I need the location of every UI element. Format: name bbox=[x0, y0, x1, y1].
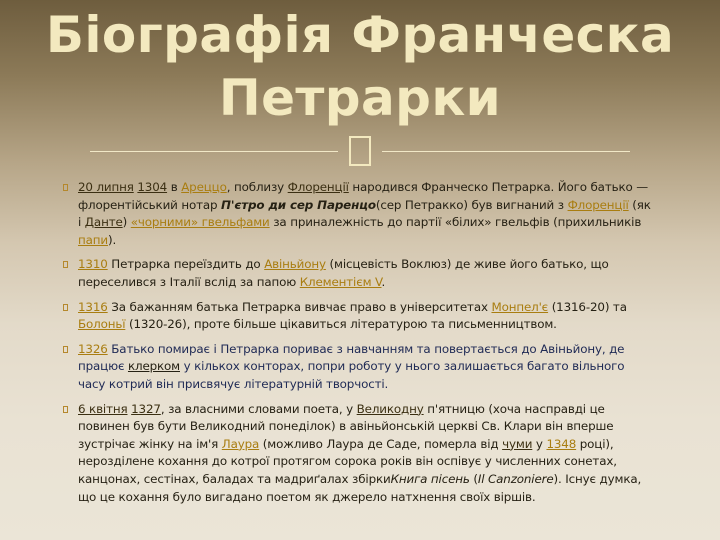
bullet-square-icon bbox=[63, 304, 68, 311]
biography-paragraph bbox=[63, 299, 655, 334]
wiki-link[interactable]: Авіньйону bbox=[264, 257, 326, 272]
wiki-link[interactable]: «чорними» гвельфами bbox=[130, 215, 270, 230]
paragraph-text: у bbox=[532, 436, 547, 451]
wiki-link[interactable]: 1304 bbox=[137, 180, 168, 194]
book-title: Il Canzoniere bbox=[477, 471, 554, 486]
biography-paragraph bbox=[63, 256, 655, 291]
wiki-link[interactable]: папи bbox=[78, 232, 108, 247]
book-title: Книга пісень bbox=[390, 471, 470, 486]
paragraph-text: ). Існує думка, що це кохання було вигадано поетом як джерело натхнення своїх віршів. bbox=[78, 471, 642, 504]
bullet-square-icon bbox=[63, 346, 68, 353]
paragraph-text: в bbox=[167, 180, 182, 194]
wiki-link[interactable]: 1326 bbox=[78, 341, 108, 356]
paragraph-text: народився Франческо Петрарка. Його батько — флорентійський нотар bbox=[78, 180, 648, 212]
wiki-link[interactable]: 1316 bbox=[78, 299, 108, 314]
slide-title-line-2: Петрарки bbox=[218, 69, 502, 127]
wiki-link[interactable]: клерком bbox=[127, 359, 180, 374]
paragraph-text: За бажанням батька Петрарка вивчає право в університетах bbox=[107, 299, 492, 314]
paragraph-text: Батько помирає і Петрарка пориває з навчанням та повертається до Авіньйону, де працює bbox=[78, 341, 625, 374]
paragraph-text: , за власними словами поета, у bbox=[160, 401, 357, 416]
paragraph-text: п'ятницю (хоча насправді це повинен був бути Великодний понеділок) в авіньйонській церкві Св. Клари він вперше зустрічає жінку на ім'я bbox=[78, 401, 614, 451]
biography-list bbox=[63, 179, 655, 513]
paragraph-text: (як і bbox=[78, 197, 651, 230]
paragraph-text: . bbox=[381, 274, 386, 289]
wiki-link[interactable]: Монпел'є bbox=[491, 299, 549, 314]
bullet-square-icon bbox=[63, 184, 68, 191]
wiki-link[interactable]: Ареццо bbox=[181, 180, 227, 194]
wiki-link[interactable]: чуми bbox=[502, 436, 533, 451]
wiki-link[interactable]: Болоньї bbox=[78, 317, 126, 332]
paragraph-text: ) bbox=[122, 215, 131, 230]
paragraph-text: (можливо Лаура де Саде, померла від bbox=[259, 436, 503, 451]
wiki-link[interactable]: Клементієм V bbox=[299, 274, 382, 289]
biography-paragraph bbox=[63, 341, 655, 394]
paragraph-text: (місцевість Воклюз) де живе його батько, що переселився з Італії вслід за папою bbox=[78, 257, 609, 289]
title-divider-left bbox=[90, 151, 338, 152]
wiki-link[interactable]: Лаура bbox=[221, 436, 260, 451]
paragraph-text: , поблизу bbox=[226, 180, 288, 194]
paragraph-text: (1320-26), проте більше цікавиться літературою та письменництвом. bbox=[125, 317, 557, 332]
wiki-link[interactable]: 20 липня bbox=[78, 180, 134, 194]
wiki-link[interactable]: Данте bbox=[84, 215, 123, 230]
wiki-link[interactable]: 1348 bbox=[546, 436, 577, 451]
wiki-link[interactable]: Флоренції bbox=[567, 197, 629, 212]
slide-title bbox=[0, 4, 720, 130]
wiki-link[interactable]: Великодну bbox=[356, 401, 424, 416]
bullet-square-icon bbox=[63, 261, 68, 268]
biography-paragraph bbox=[63, 401, 655, 507]
paragraph-text: у кількох конторах, попри роботу у нього залишається багато вільного часу котрий він присвячує літературній творчості. bbox=[78, 359, 625, 391]
paragraph-text: Петрарка переїздить до bbox=[107, 257, 265, 272]
emphasized-name: П'єтро ди сер Паренцо bbox=[221, 197, 376, 212]
paragraph-text: за приналежність до партії «білих» гвельфів (прихильників bbox=[269, 215, 642, 230]
paragraph-text: ( bbox=[469, 471, 478, 486]
paragraph-text: (сер Петракко) був вигнаний з bbox=[375, 197, 568, 212]
title-divider-right bbox=[382, 151, 630, 152]
paragraph-text: ). bbox=[107, 232, 117, 247]
paragraph-text: році), нерозділене кохання до котрої протягом сорока років він оспівує у численних сонетах, канцонах, сестінах, баладах та мадриґалах збірки bbox=[78, 436, 617, 486]
wiki-link[interactable]: 1327 bbox=[131, 401, 161, 416]
paragraph-text: (1316-20) та bbox=[548, 299, 627, 314]
wiki-link[interactable]: 6 квітня bbox=[78, 401, 128, 416]
wiki-link[interactable]: Флоренції bbox=[287, 180, 349, 194]
outlined-square-icon bbox=[349, 136, 371, 166]
bullet-square-icon bbox=[63, 406, 68, 413]
slide-title-line-1: Біографія Франческа bbox=[45, 6, 675, 64]
biography-paragraph bbox=[63, 179, 655, 249]
wiki-link[interactable]: 1310 bbox=[78, 257, 108, 272]
